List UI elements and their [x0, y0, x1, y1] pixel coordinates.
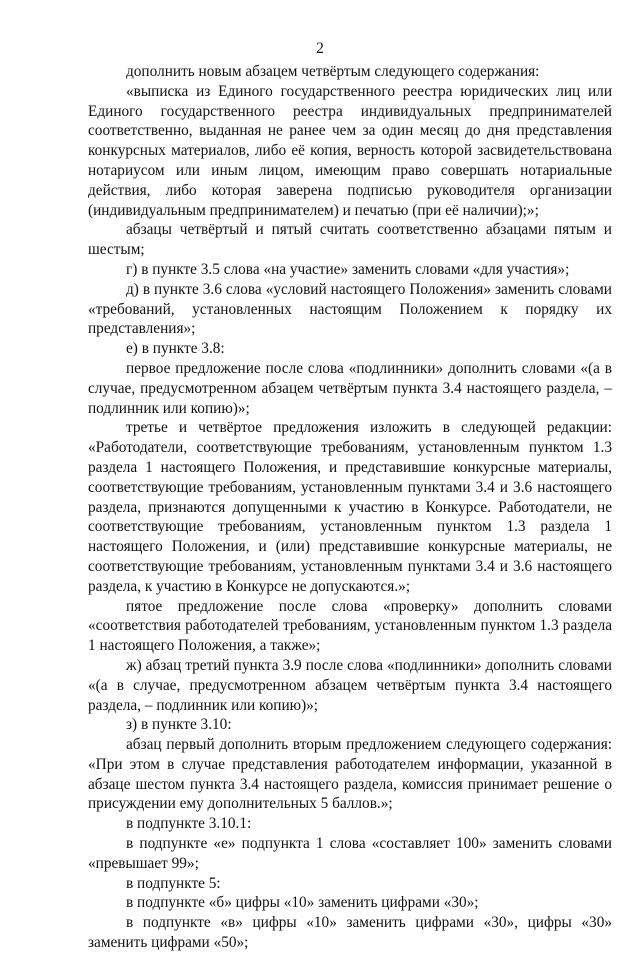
paragraph-item-d: д) в пункте 3.6 слова «условий настоящего Положения» заменить словами «требований, установленных настоящим Положением к порядку их представления»;: [88, 280, 612, 338]
paragraph-first-sentence: первое предложение после слова «подлинники» дополнить словами «(а в случае, предусмотренном абзацем четвёртым пункта 3.4 настоящего раздела, – подлинник или копию)»;: [88, 359, 612, 417]
paragraph-item-e: е) в пункте 3.8:: [126, 340, 225, 358]
page-number: 2: [316, 40, 324, 57]
paragraph-subpoint-e: в подпункте «е» подпункта 1 слова «составляет 100» заменить словами «превышает 99»;: [88, 835, 612, 872]
paragraph-subpoint-v: в подпункте «в» цифры «10» заменить цифрами «30», цифры «30» заменить цифрами «50»;: [88, 914, 612, 952]
paragraph-first-abzats: абзац первый дополнить вторым предложением следующего содержания: «При этом в случае представления работодателем информации, указанной в абзаце шестом пункта 3.4 настоящего раздела, комиссия принимает решение о присуждении ему дополнительных 5 баллов.»;: [88, 736, 612, 813]
paragraph-subpoint-5: в подпункте 5:: [126, 874, 221, 892]
paragraph-subpoint-3-10-1: в подпункте 3.10.1:: [126, 815, 252, 833]
paragraph-item-z: з) в пункте 3.10:: [126, 716, 232, 734]
paragraph-quote-extract: «выписка из Единого государственного реестра юридических лиц или Единого государственного реестра индивидуальных предпринимателей соответственно, выданная не ранее чем за один месяц до дня представления конкурсных материалов, либо её копия, верность которой засвидетельствована нотариусом или иным лицом, имеющим право совершать нотариальные действия, либо которая заверена подписью руководителя организации (индивидуальным предпринимателем) и печатью (при её наличии);»;: [88, 82, 612, 219]
paragraph-intro: дополнить новым абзацем четвёртым следующего содержания:: [126, 63, 540, 80]
paragraph-fifth-sentence: пятое предложение после слова «проверку» дополнить словами «соответствия работодателей требованиям, установленным пунктом 1.3 раздела 1 настоящего Положения, а также»;: [88, 597, 612, 655]
document-body: [88, 62, 612, 953]
paragraph-item-zh: ж) абзац третий пункта 3.9 после слова «подлинники» дополнить словами «(а в случае, предусмотренном абзацем четвёртым пункта 3.4 настоящего раздела, – подлинник или копию)»;: [88, 656, 612, 714]
paragraph-renumber: абзацы четвёртый и пятый считать соответственно абзацами пятым и шестым;: [88, 221, 612, 259]
paragraph-item-g: г) в пункте 3.5 слова «на участие» заменить словами «для участия»;: [126, 260, 570, 278]
paragraph-third-fourth-sentences: третье и четвёртое предложения изложить в следующей редакции: «Работодатели, соответствующие требованиям, установленным пунктом 1.3 раздела 1 настоящего Положения, и представившие конкурсные материалы, соответствующие требованиям, установленным пунктами 3.4 и 3.6 настоящего раздела, признаются допущенными к участию в Конкурсе. Работодатели, не соответствующие требованиям, установленным пунктом 1.3 раздела 1 настоящего Положения, и (или) представившие конкурсные материалы, не соответствующие требованиям, установленным пунктами 3.4 и 3.6 настоящего раздела, к участию в Конкурсе не допускаются.»;: [88, 419, 612, 595]
paragraph-subpoint-b: в подпункте «б» цифры «10» заменить цифрами «30»;: [126, 894, 479, 912]
